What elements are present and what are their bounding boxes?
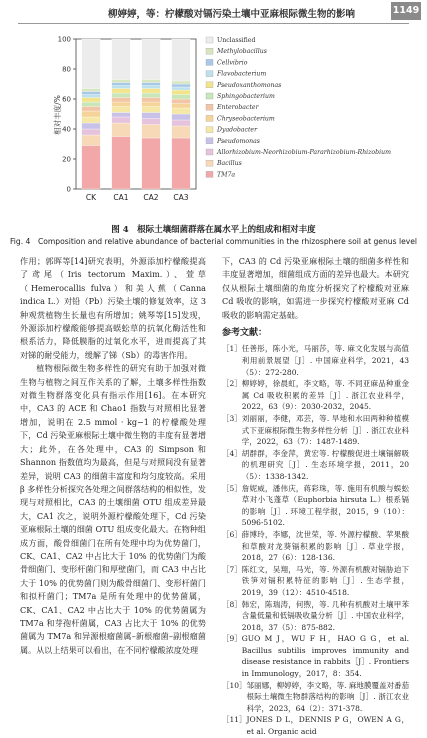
bar-segment xyxy=(82,117,101,123)
bar-segment xyxy=(142,80,161,83)
reference-item xyxy=(222,529,409,564)
bar-segment xyxy=(142,102,161,107)
bar-segment xyxy=(112,83,131,86)
bar-segment xyxy=(82,98,101,103)
legend-label: Cellvibrio xyxy=(217,59,248,67)
bar-segment xyxy=(142,83,161,86)
bar-segment xyxy=(82,107,101,112)
bar-segment xyxy=(82,102,101,107)
bar-segment xyxy=(142,113,161,119)
legend-label: Pseudoxanthomonas xyxy=(217,81,282,89)
bar-segment xyxy=(142,89,161,94)
bar-segment xyxy=(112,80,131,83)
reference-item xyxy=(222,413,409,448)
reference-number: ［9］ xyxy=(222,634,242,644)
legend-swatch xyxy=(206,160,213,166)
reference-text: 薛博玲，李娜，沈世荣，等. 外源柠檬酸、苹果酸和草酸对龙葵镉积累的影响［J］. 草业学报，2018，27（6）：128-136. xyxy=(241,529,409,563)
bar-segment xyxy=(172,138,191,189)
bar-segment xyxy=(172,81,191,84)
bar-segment xyxy=(112,39,131,80)
bar-segment xyxy=(112,89,131,94)
bar-segment xyxy=(112,93,131,98)
reference-item xyxy=(222,680,409,715)
reference-item xyxy=(222,564,409,599)
bar-segment xyxy=(172,126,191,138)
legend-swatch xyxy=(206,138,213,144)
legend-label: Chryseobacterium xyxy=(217,115,275,123)
bar-segment xyxy=(142,39,161,80)
bar-segment xyxy=(112,98,131,103)
x-tick-label: CA2 xyxy=(143,193,159,202)
reference-text: JONES D L，DENNIS P G，OWEN A G，et al. Organic acid xyxy=(246,715,409,737)
reference-number: ［5］ xyxy=(222,483,242,493)
bar-segment xyxy=(142,86,161,89)
bar-segment xyxy=(82,111,101,117)
paragraph: 下，CA3 的 Cd 污染亚麻根际土壤的细菌多样性和丰度显著增加，细菌组成方面的差异也最大。本研究仅从根际土壤细菌的角度分析探究了柠檬酸对亚麻 Cd 吸收的影响，如需进一步探究柠檬酸对亚麻 Cd 吸收的影响需定基础。 xyxy=(222,256,409,320)
x-tick-label: CA3 xyxy=(173,193,189,202)
bar-segment xyxy=(82,123,101,129)
reference-text: 韩宏，陈瑞涛，何煦，等. 几种有机酸对土壤甲苯含量低量和低镉吸收量分析［J］. 中国农业科学，2018，37（5）：875-882. xyxy=(241,599,409,632)
legend-label: Enterobacter xyxy=(217,104,259,112)
bar-segment xyxy=(142,138,161,189)
y-tick-label: 100 xyxy=(57,35,71,44)
x-tick-label: CK xyxy=(85,193,97,202)
legend-swatch xyxy=(206,104,213,110)
reference-text: 詹妮威，潘伟庆，蒋彩珠，等. 施用有机酸与蜈蚣草对小飞蓬草（Euphorbia hirsuta L.）根系镉的影响［J］. 环境工程学报，2015，9（10）：5096-5102. xyxy=(241,483,409,528)
reference-item xyxy=(222,343,409,378)
stacked-bar-chart xyxy=(0,27,427,219)
legend-label: Unclassified xyxy=(217,37,256,44)
bar-segment xyxy=(112,123,131,137)
bar-segment xyxy=(112,113,131,118)
bar-segment xyxy=(142,93,161,98)
bar-segment xyxy=(172,114,191,120)
bar-segment xyxy=(172,95,191,100)
legend-label: Sphingobacterium xyxy=(217,93,275,100)
paragraph: 植物根际微生物多样性的研究有助于加强对微生物与植物之间互作关系的了解，土壤多样性指数对微生物群落变化具有指示作用[16]。在本研究中，CA3 的 ACE 和 Chao1 指数与对照相比显著增加，说明在 2.5 mmol · kg−1 的柠檬酸处理下，Cd 污染亚麻根际土壤中微生物的丰度有显著增大；此外，在各处理中，CA3 的 Simpson 和 Shannon 指数值均为最高，但是与对照间没有显著差异，说明 CA3 的细菌丰富度和均匀度较高。采用 β 多样性分析探究各处理之间群落结构的相似性，发现与对照相比，CA3 的土壤细菌 OTU 组成差异最大，CA1 次之，说明外源柠檬酸处理下，Cd 污染亚麻根际土壤的细菌 OTU 组成变化最大。在物种组成方面，酸骨细菌门在所有处理中均为优势菌门，CK、CA1、CA2 中占比大于 10% 的优势菌门为酸骨细菌门、变形杆菌门和厚壁菌门，而 CA3 中占比大于 10% 的优势菌门则为酸骨细菌门、变形杆菌门和拟杆菌门；TM7a 是所有处理中的优势菌属，CK、CA1、CA2 中占比大于 10% 的优势菌属为 TM7a 和芽孢杆菌属，CA3 占比大于 10% 的优势菌属为 TM7a 和异源根瘤菌属–新根瘤菌–副根瘤菌属。从以上结果可以看出，在不同柠檬酸浓度处理 xyxy=(20,363,206,655)
legend-label: Flavobacterium xyxy=(217,70,267,78)
left-column xyxy=(20,255,206,657)
right-column xyxy=(222,255,409,738)
reference-text: 邹丽娜，柳婷婷，李文略，等. 麻地膜覆盖对番茄根际土壤微生物群落结构的影响［J］. 浙江农业科学，2023，64（2）：371-378. xyxy=(246,680,409,713)
paragraph: 作用；郭晖等[14]研究表明，外源添加柠檬酸提高了鸢尾（Iris tectorum Maxim.）、萱草（Hemerocallis fulva）和美人蕉（Canna indica L.）对铅（Pb）污染土壤的修复效率，这 3 种观赏植物生长量也有所增加；姚琴等[15]发现，外源添加柠檬酸能够提高蜈蚣草的抗氧化酶活性和根系活力，降低膜脂的过氧化水平，进而提高了其对锑的耐受能力，缓解了锑（Sb）的毒害作用。 xyxy=(20,256,206,360)
y-tick-label: 60 xyxy=(62,95,71,104)
legend-label: Methylobacillus xyxy=(217,48,267,56)
reference-number: ［2］ xyxy=(222,379,242,389)
bar-segment xyxy=(112,117,131,123)
y-tick-label: 20 xyxy=(62,155,71,164)
bar-segment xyxy=(142,98,161,103)
reference-item xyxy=(222,483,409,529)
reference-number: ［11］ xyxy=(222,715,247,725)
legend-swatch xyxy=(206,59,213,65)
bar-segment xyxy=(82,135,101,146)
bar-segment xyxy=(172,39,191,81)
bar-segment xyxy=(82,129,101,135)
legend-label: TM7a xyxy=(217,171,236,179)
bar-segment xyxy=(142,107,161,113)
bar-segment xyxy=(112,86,131,89)
legend-swatch xyxy=(206,127,213,133)
reference-text: 柳婷婷，徐晨虹，李文略，等. 不同亚麻品种重金属 Cd 吸收积累的差异［J］. 浙江农业科学，2022，63（9）：2030-2032，2045. xyxy=(241,379,409,412)
reference-list xyxy=(222,343,409,737)
legend-swatch xyxy=(206,115,213,121)
page-number: 1149 xyxy=(391,2,421,20)
legend-swatch xyxy=(206,171,213,177)
y-tick-label: 0 xyxy=(66,185,71,194)
bar-segment xyxy=(142,119,161,125)
legend-swatch xyxy=(206,71,213,77)
bar-segment xyxy=(112,137,131,190)
reference-text: GUO M J，WU F H，HAO G G，et al. Bacillus subtilis improves immunity and disease resistance in rabbits［J］. Frontiers in Immunology，2017，8：354. xyxy=(241,634,409,679)
references-heading: 参考文献： xyxy=(222,328,268,339)
legend-swatch xyxy=(206,48,213,54)
plot-area xyxy=(58,36,196,203)
reference-text: 陈红文，吴翔，马光，等. 外源有机酸对镉胁迫下铁笋对镉积累特征的影响［J］. 生态学报，2019，39（12）：4510-4518. xyxy=(241,564,409,597)
bar-segment xyxy=(112,102,131,107)
reference-item xyxy=(222,448,409,483)
reference-number: ［6］ xyxy=(222,529,242,539)
figure-caption-en: Fig. 4 Composition and relative abundance of bacterial communities in the rhizosphere soil at genus level xyxy=(9,237,418,246)
reference-number: ［3］ xyxy=(222,414,242,423)
reference-item xyxy=(222,599,409,634)
bar-segment xyxy=(142,125,161,139)
bar-segment xyxy=(172,90,191,95)
reference-text: 任善彤，陈小光，马丽莎，等. 麻文化发展与高值利用前景展望［J］. 中国麻业科学，2021，43（5）：272-280. xyxy=(241,344,409,377)
bar-segment xyxy=(82,39,101,89)
running-header xyxy=(0,0,427,26)
bar-segment xyxy=(172,120,191,126)
legend-swatch xyxy=(206,37,213,43)
legend xyxy=(206,37,391,178)
bar-segment xyxy=(82,95,101,98)
legend-swatch xyxy=(206,149,213,155)
reference-number: ［7］ xyxy=(222,564,242,574)
reference-number: ［10］ xyxy=(222,680,247,690)
y-axis-label: 相对丰度/% xyxy=(53,95,62,135)
legend-swatch xyxy=(206,82,213,88)
y-tick-label: 40 xyxy=(62,125,71,134)
reference-number: ［4］ xyxy=(222,448,242,458)
bar-segment xyxy=(172,104,191,109)
reference-item xyxy=(222,633,409,679)
bar-segment xyxy=(172,84,191,87)
reference-text: 胡群群，李金萍，黄宏等. 柠檬酸促进土壤镉解吸的机理研究［J］. 生态环境学报，2011，20（5）：1338-1342. xyxy=(241,448,409,481)
running-title: 柳婷婷，等：柠檬酸对镉污染土壤中亚麻根际微生物的影响 xyxy=(108,9,356,20)
legend-swatch xyxy=(206,93,213,99)
legend-label: Bacillus xyxy=(217,160,242,168)
reference-number: ［1］ xyxy=(222,344,242,354)
bar-segment xyxy=(82,89,101,92)
bar-segment xyxy=(82,146,101,190)
reference-item xyxy=(222,714,409,737)
reference-text: 刘丽丽，李健，邓芸，等. 旱地和水田两种种植模式下亚麻根际微生物多样性分析［J］. 浙江农业科学，2022，63（7）：1487-1489. xyxy=(241,414,409,447)
figure-caption-cn: 图 4 根际土壤细菌群落在属水平上的组成和相对丰度 xyxy=(111,225,316,235)
legend-label: Dyadobacter xyxy=(217,126,258,134)
header-rule xyxy=(18,23,409,24)
bar-segment xyxy=(172,99,191,104)
bar-segment xyxy=(112,107,131,113)
reference-item xyxy=(222,378,409,413)
bar-segment xyxy=(82,92,101,95)
legend-label: Pseudomonas xyxy=(217,137,260,145)
legend-label: Allorhizobium-Neorhizobium-Pararhizobium-Rhizobium xyxy=(217,149,391,156)
reference-number: ［8］ xyxy=(222,599,242,609)
x-tick-label: CA1 xyxy=(113,193,129,202)
bar-segment xyxy=(172,108,191,114)
y-tick-label: 80 xyxy=(62,65,71,74)
bar-segment xyxy=(172,87,191,90)
